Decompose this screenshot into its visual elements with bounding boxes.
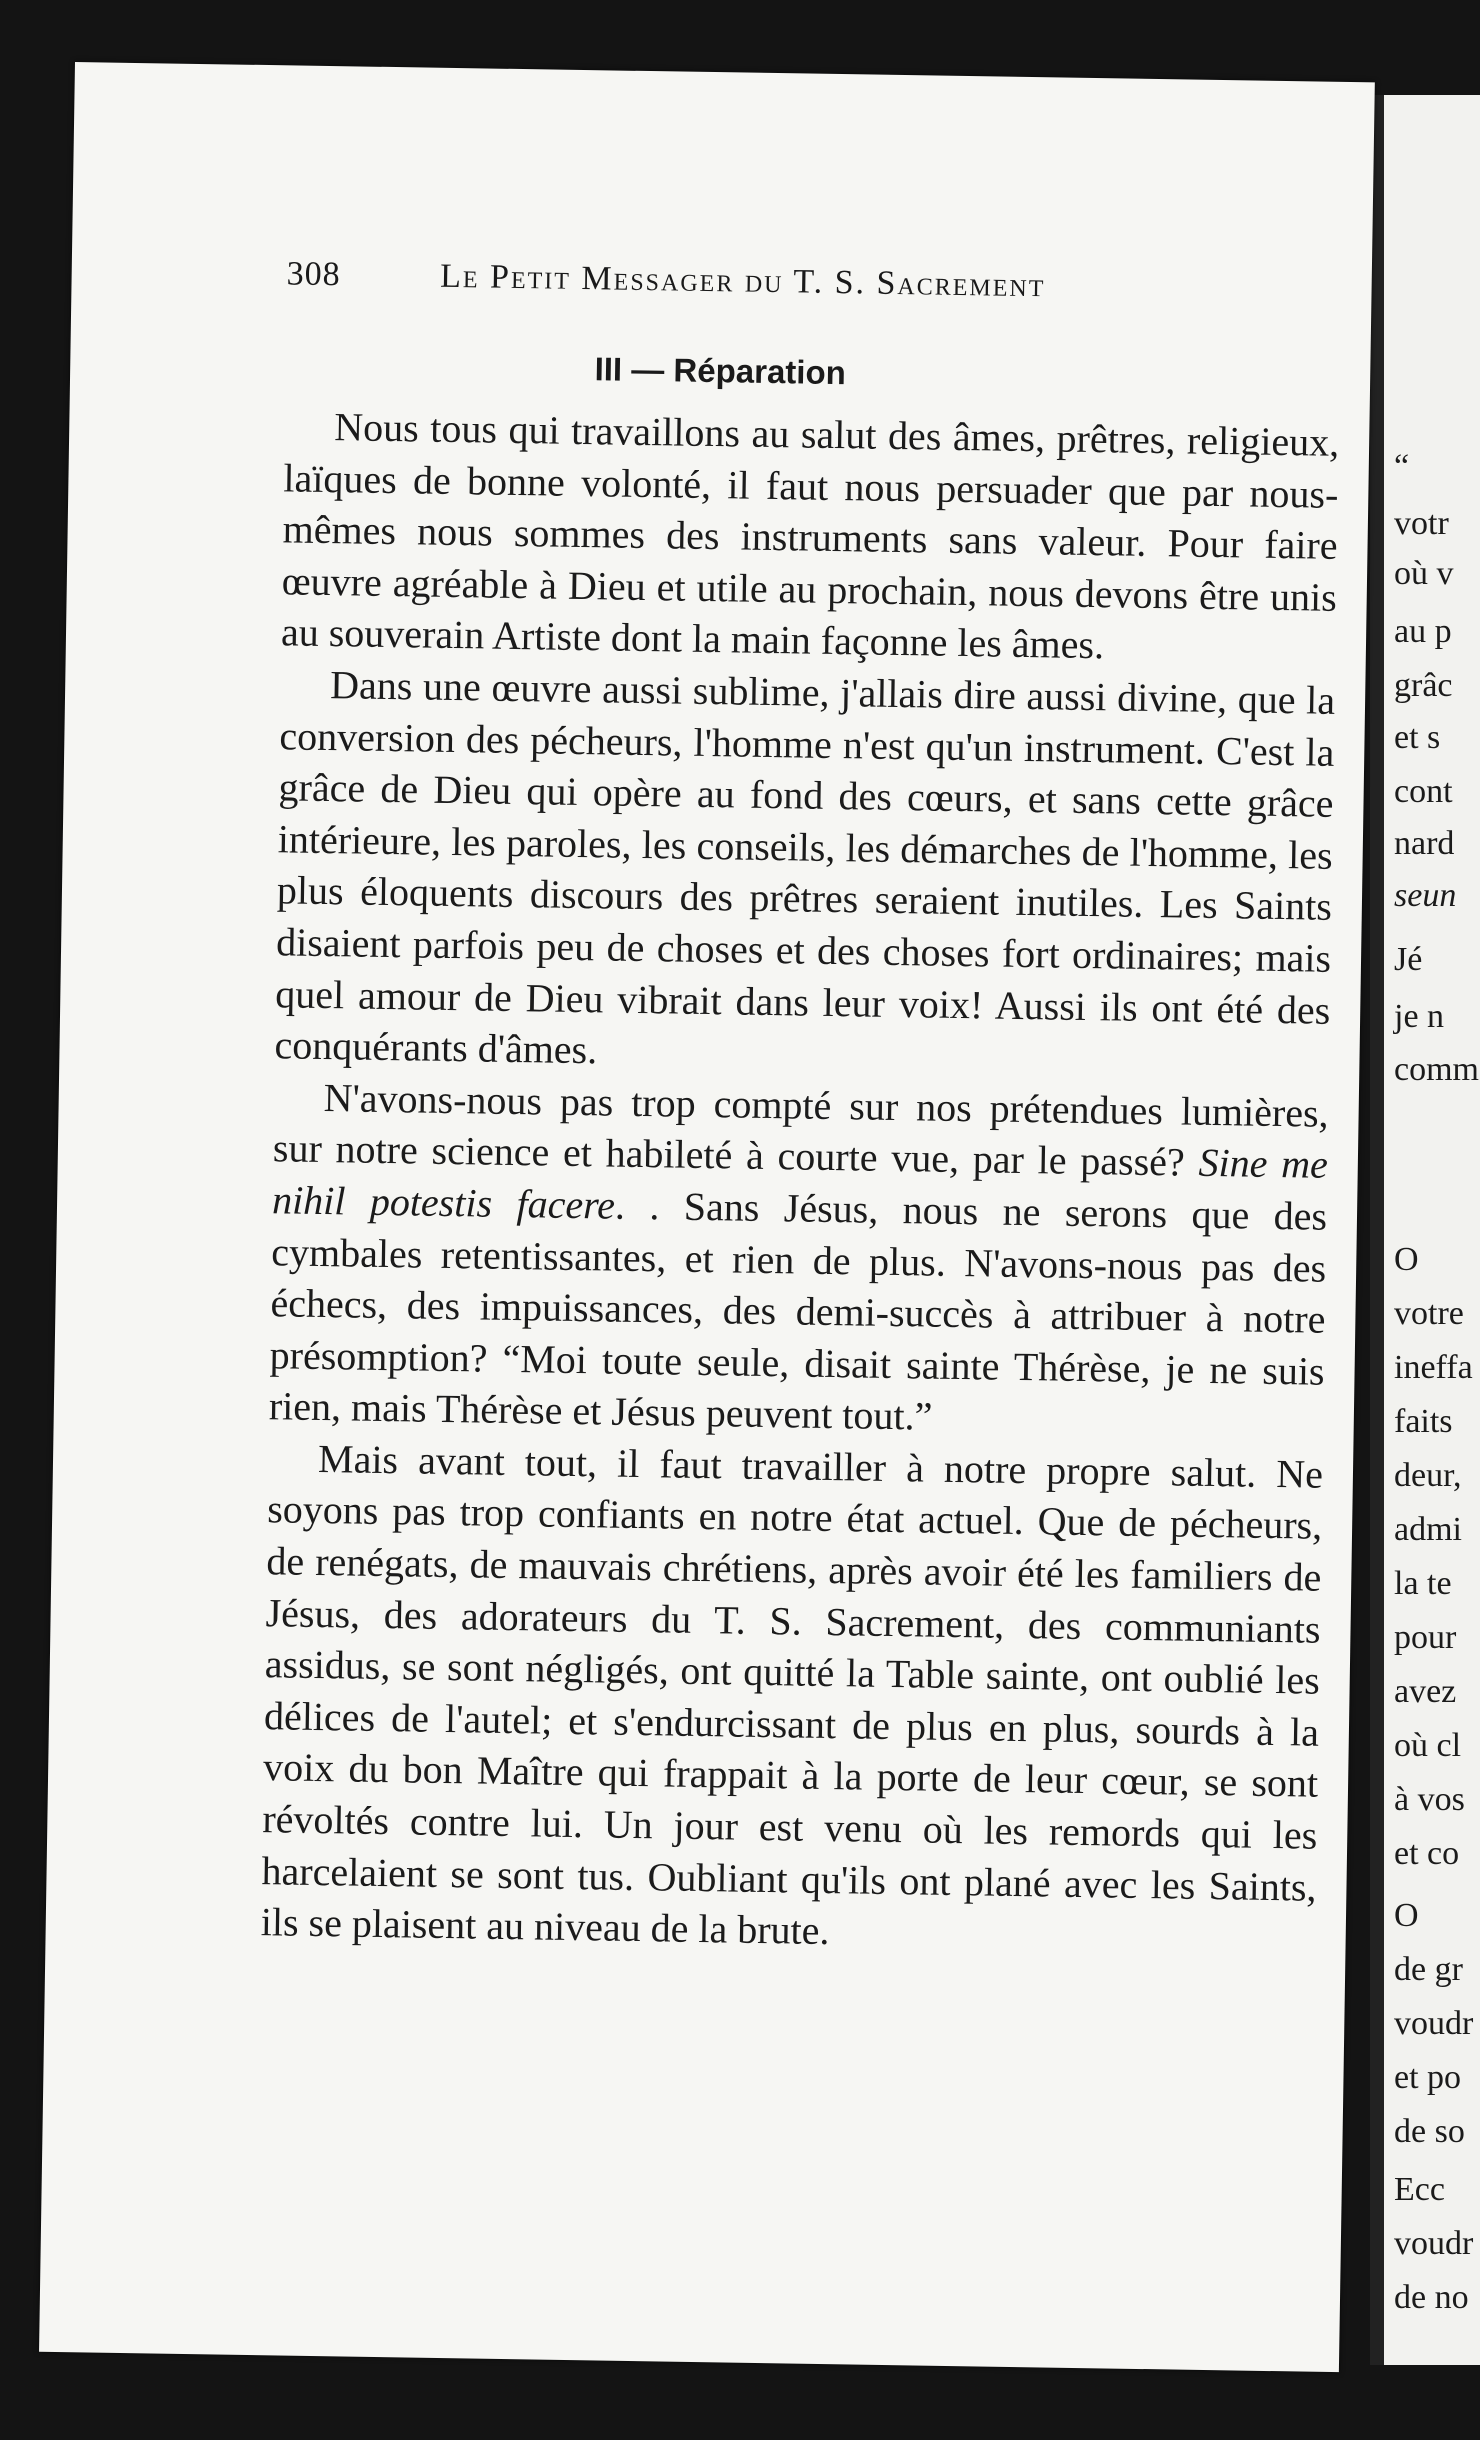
paragraph [269, 1071, 1330, 1449]
facing-page-fragment: votr [1394, 505, 1449, 542]
facing-page-fragment: ineffa [1394, 1349, 1473, 1386]
facing-page-fragment: à vos [1394, 1781, 1465, 1818]
facing-page-fragment: Ecc [1394, 2171, 1445, 2208]
facing-page-fragment: au p [1394, 613, 1452, 650]
facing-page-fragment: la te [1394, 1565, 1452, 1602]
facing-page-fragment: avez [1394, 1673, 1457, 1710]
facing-page-fragment: votre [1394, 1295, 1464, 1332]
facing-page-fragment: cont [1394, 773, 1453, 810]
facing-page-fragment: voudr [1394, 2005, 1474, 2042]
facing-page-fragment: faits [1394, 1403, 1453, 1440]
facing-page-fragment: je n [1394, 998, 1445, 1035]
facing-page-fragment: et po [1394, 2059, 1462, 2096]
facing-page-fragment: Jé [1394, 941, 1423, 978]
facing-page-fragment: comm [1394, 1051, 1479, 1088]
section-heading: III — Réparation [594, 350, 847, 392]
facing-page-fragment: de no [1394, 2279, 1469, 2316]
paragraph: Dans une œuvre aussi sublime, j'allais dire aussi divine, que la conversion des pécheurs, l'homme n'est qu'un instrument. C'est la grâce de Dieu qui opère au fond des cœurs, et sans cette grâce intérieure, les paroles, les conseils, les démarches de l'homme, les plus éloquents discours des prêtres seraient inutiles. Les Saints disaient parfois peu de choses et des choses fort ordinaires; mais quel amour de Dieu vibrait dans leur voix! Aussi ils ont été des conquérants d'âmes. [274, 662, 1336, 1073]
running-title: Le Petit Messager du T. S. Sacrement [439, 257, 1046, 305]
facing-page-fragment: où cl [1394, 1727, 1462, 1764]
facing-page-fragment: O [1394, 1241, 1419, 1278]
latin-quote: Sine me nihil potestis facere [271, 1140, 1329, 1228]
facing-page-fragment: “ [1394, 448, 1410, 485]
paragraph-text: . . Sans Jésus, nous ne serons que des cymbales retentissantes, et rien de plus. N'avons-nous pas des échecs, des impuissances, des demi-succès à attribuer à notre présomption? “Moi toute seule, disait sainte Thérèse, je ne suis rien, mais Thérèse et Jésus peuvent tout.” [268, 1182, 1328, 1439]
paragraph: Nous tous qui travaillons au salut des âmes, prêtres, religieux, laïques de bonne volonté, il faut nous persuader que par nous-mêmes nous sommes des instruments sans valeur. Pour faire œuvre agréable à Dieu et utile au prochain, nous devons être unis au souverain Artiste dont la main façonne les âmes. [280, 404, 1340, 668]
facing-page-fragment: où v [1394, 555, 1454, 592]
facing-page-fragment: nard [1394, 825, 1455, 862]
facing-page-fragment: admi [1394, 1511, 1462, 1548]
facing-page-fragment: de so [1394, 2113, 1465, 2150]
page-number: 308 [286, 255, 341, 294]
facing-page-fragment: et co [1394, 1835, 1460, 1872]
facing-page-fragment: voudr [1394, 2225, 1474, 2262]
facing-page-fragment: grâc [1394, 667, 1453, 704]
running-head [286, 255, 1045, 305]
facing-page-fragment: deur, [1394, 1457, 1462, 1494]
book-page [39, 62, 1375, 2372]
paragraph-text: N'avons-nous pas trop compté sur nos prétendues lumières, sur notre science et habileté à courte vue, par le passé? [272, 1074, 1329, 1186]
facing-page [1370, 95, 1480, 2365]
paragraph: Mais avant tout, il faut travailler à notre propre salut. Ne soyons pas trop confiants en notre état actuel. Que de pécheurs, de renégats, de mauvais chrétiens, après avoir été les familiers de Jésus, des adorateurs du T. S. Sacrement, des communiants assidus, se sont négligés, ont quitté la Table sainte, ont oublié les délices de l'autel; et s'endurcissant de plus en plus, sourds à la voix du bon Maître qui frappait à la porte de leur cœur, se sont révoltés contre lui. Un jour est venu où les remords qui les harcelaient se sont tus. Oubliant qu'ils ont plané avec les Saints, ils se plaisent au niveau de la brute. [260, 1435, 1324, 1954]
facing-page-fragment: et s [1394, 719, 1441, 756]
facing-page-fragment: O [1394, 1897, 1419, 1934]
facing-page-fragment: seun [1394, 877, 1457, 914]
facing-page-fragment: de gr [1394, 1951, 1463, 1988]
body-text [260, 400, 1339, 1964]
facing-page-fragment: pour [1394, 1619, 1457, 1656]
